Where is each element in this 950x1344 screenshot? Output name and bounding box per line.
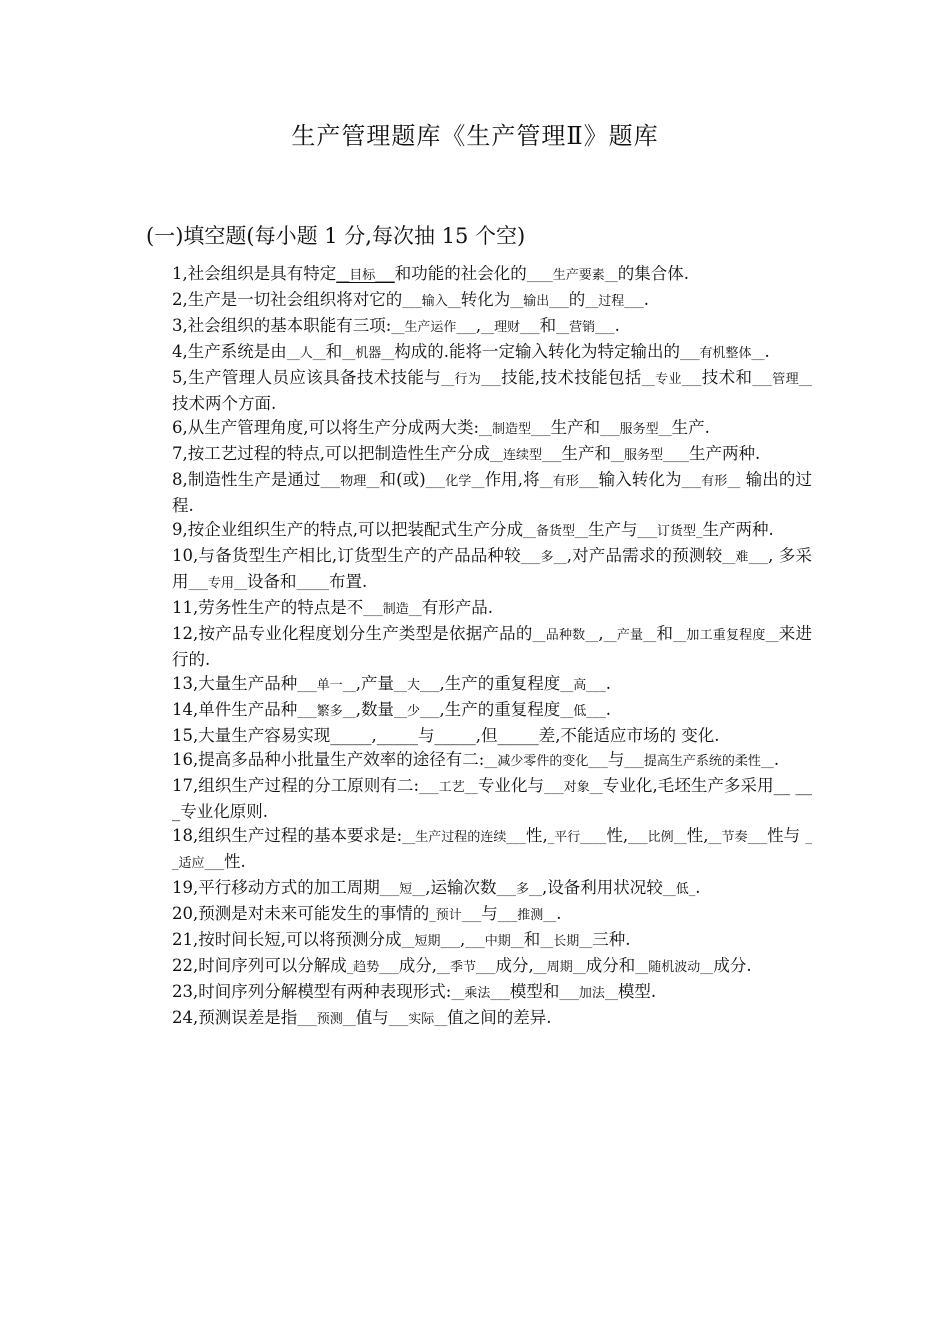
answer-blank: __周期__ [533, 960, 586, 975]
answer-blank: ___多__ [496, 882, 543, 897]
answer-blank: ___化学__ [425, 474, 485, 489]
question-text: 成分, [398, 956, 438, 975]
question-text: 11,劳务性生产的特点是不 [172, 598, 364, 617]
answer-blank: ____生产要素__ [526, 268, 618, 283]
question-text: 17,组织生产过程的分工原则有二: [172, 776, 420, 795]
answer-blank: __难___ [722, 550, 769, 565]
question-text: 20,预测是对未来可能发生的事情的 [172, 904, 430, 923]
answer-blank: ___输入__ [402, 294, 461, 309]
question-item [172, 442, 812, 468]
answer-blank: __季节___ [437, 960, 496, 975]
answer-blank: _____ [296, 576, 330, 591]
question-text: 6,从生产管理角度,可以将生产分成两大类: [172, 418, 480, 437]
answer-blank: __适应___ [172, 830, 812, 871]
answer-blank: ___制造__ [363, 602, 422, 617]
question-text: 5,生产管理人员应该具备技术技能与 [172, 368, 442, 387]
question-text: 专业化与 [477, 776, 545, 795]
question-text: ,生产的重复程度 [439, 674, 561, 693]
question-text: 15,大量生产容易实现_____,_____与_____,但_____差,不能适应市场的 变化. [172, 726, 720, 745]
question-text: , [598, 624, 604, 643]
question-text: . [605, 674, 612, 693]
answer-blank: __高___ [560, 678, 606, 693]
question-text: 4,生产系统是由 [172, 342, 287, 361]
answer-blank: __目标___ [336, 268, 395, 283]
question-text: , [460, 930, 466, 949]
answer-blank: __生产运作___ [391, 320, 476, 335]
answer-blank: ___预测__ [297, 1012, 356, 1027]
answer-blank: _预计___ [429, 908, 482, 923]
question-item [172, 518, 812, 544]
answer-blank: ___物理__ [320, 474, 380, 489]
answer-blank: ___对象__ [544, 780, 603, 795]
question-text: 14,单件生产品种 [172, 700, 298, 719]
question-text: 作用,将 [484, 470, 540, 489]
question-text: ,设备利用状况较 [542, 878, 663, 897]
question-text: . [695, 878, 701, 897]
question-text: 7,按工艺过程的特点,可以把制造性生产分成 [172, 444, 490, 463]
question-text: 10,与备货型生产相比,订货型生产的产品品种较 [172, 546, 521, 565]
question-text: 成分和 [585, 956, 636, 975]
answer-blank: __输出___ [510, 294, 569, 309]
question-item [172, 622, 812, 672]
question-text: ,对产品需求的预测较 [566, 546, 723, 565]
question-item [172, 468, 812, 518]
question-text: 性, [525, 826, 548, 845]
question-item [172, 366, 812, 416]
answer-blank: ___提高生产系统的柔性__ [624, 754, 774, 769]
question-list [172, 262, 812, 1032]
section-title: (一)填空题(每小题 1 分,每次抽 15 个空) [146, 224, 526, 248]
question-text: 转化为 [460, 290, 511, 309]
question-text: 的 [568, 290, 586, 309]
answer-blank: __节奏___ [708, 830, 768, 845]
answer-blank: ___推测__ [497, 908, 557, 923]
question-text: 12,按产品专业化程度划分生产类型是依据产品的 [172, 624, 533, 643]
question-text: 16,提高多品种小批量生产效率的途径有二: [172, 750, 485, 769]
answer-blank: __理财___ [481, 320, 540, 335]
answer-blank: ___有机整体__ [680, 346, 765, 361]
question-item [172, 262, 812, 288]
question-text: 生产两种. [689, 444, 761, 463]
answer-blank: __机器__ [342, 346, 395, 361]
answer-blank: ___繁多__ [297, 704, 356, 719]
question-text: 生产和 [561, 444, 612, 463]
question-text: 技能,技术技能包括 [500, 368, 642, 387]
question-text: 性, [686, 826, 709, 845]
question-text: 22,时间序列可以分解成 [172, 956, 347, 975]
question-item [172, 980, 812, 1006]
document-title: 生产管理题库《生产管理Ⅱ》题库 [291, 122, 659, 150]
answer-blank: ___管理__ [752, 372, 812, 387]
question-text: 技术和 [701, 368, 753, 387]
answer-blank: ___单一__ [297, 678, 356, 693]
question-text: 和功能的社会化的 [394, 264, 527, 283]
question-text: 和 [539, 316, 557, 335]
question-text: , [475, 316, 482, 335]
question-text: ,产量 [355, 674, 395, 693]
question-text: 布置. [329, 572, 368, 591]
question-text: 输出的过程. [172, 470, 813, 515]
question-text: . [605, 700, 612, 719]
question-text: 技术两个方面. [172, 394, 277, 413]
answer-blank: __少___ [394, 704, 440, 719]
answer-blank: __大___ [394, 678, 440, 693]
question-item [172, 698, 812, 724]
question-text: 的集合体. [617, 264, 690, 283]
question-text: 生产两种. [702, 520, 774, 539]
question-text: 专业化,毛坯生产多采用__ ___专业化原则. [172, 776, 812, 821]
question-text: 和 [656, 624, 674, 643]
question-text: , 多采用 [172, 546, 812, 591]
question-text: 3,社会组织的基本职能有三项: [172, 316, 392, 335]
question-text: 模型和 [509, 982, 560, 1001]
question-item [172, 724, 812, 748]
question-text: 成分. [713, 956, 752, 975]
answer-blank: ___比例__ [628, 830, 687, 845]
question-item [172, 774, 812, 824]
question-text: 来进行的. [172, 624, 813, 669]
question-item [172, 954, 812, 980]
answer-blank: ___服务型__ [600, 422, 672, 437]
answer-blank: ___中期__ [465, 934, 524, 949]
answer-blank: __产量__ [603, 628, 657, 643]
question-text: . [614, 316, 620, 335]
answer-blank: _平行____ [547, 830, 607, 845]
answer-blank: __加工重复程度__ [673, 628, 779, 643]
question-item [172, 902, 812, 928]
question-text: 性与 [767, 826, 806, 845]
question-item [172, 416, 812, 442]
question-text: 与 [607, 750, 625, 769]
answer-blank: __长期__ [540, 934, 593, 949]
question-text: ,生产的重复程度 [439, 700, 561, 719]
answer-blank: __制造型___ [479, 422, 551, 437]
answer-blank: __减少零件的变化___ [484, 754, 608, 769]
question-text: 模型. [617, 982, 657, 1001]
question-text: 24,预测误差是指 [172, 1008, 298, 1027]
question-text: 和 [325, 342, 343, 361]
question-item [172, 672, 812, 698]
answer-blank: __随机波动__ [635, 960, 714, 975]
answer-blank: __服务型____ [611, 448, 690, 463]
question-text: 和(或) [379, 470, 426, 489]
answer-blank: __生产过程的连续___ [402, 830, 526, 845]
answer-blank: ___订货型_ [637, 524, 703, 539]
question-item [172, 824, 812, 876]
answer-blank: __乘法___ [451, 986, 510, 1001]
question-text: 输入转化为 [598, 470, 682, 489]
answer-blank: ___有形__ [681, 474, 741, 489]
question-text: 2,生产是一切社会组织将对它的 [172, 290, 403, 309]
question-text: ,数量 [355, 700, 395, 719]
answer-blank: ___加法__ [559, 986, 618, 1001]
answer-blank: __低_ [662, 882, 696, 897]
answer-blank: ___专用__ [188, 576, 248, 591]
question-text: 构成的.能将一定输入转化为特定输出的 [394, 342, 681, 361]
question-text: . [773, 750, 780, 769]
answer-blank: __营销___ [556, 320, 615, 335]
question-text: ,运输次数 [425, 878, 497, 897]
answer-blank: ___多__ [520, 550, 567, 565]
question-text: 9,按企业组织生产的特点,可以把装配式生产分成 [172, 520, 523, 539]
answer-blank: __专业___ [641, 372, 702, 387]
question-text: 和 [523, 930, 541, 949]
question-item [172, 340, 812, 366]
question-text: 值之间的差异. [447, 1008, 552, 1027]
question-text: 性. [224, 852, 246, 871]
question-text: 性, [606, 826, 629, 845]
question-item [172, 928, 812, 954]
answer-blank: ___实际__ [388, 1012, 448, 1027]
answer-blank: __行为___ [441, 372, 501, 387]
answer-blank: ___工艺__ [419, 780, 478, 795]
answer-blank: _趋势___ [346, 960, 399, 975]
question-text: 18,组织生产过程的基本要求是: [172, 826, 403, 845]
answer-blank: __品种数__ [532, 628, 599, 643]
question-item [172, 288, 812, 314]
question-text: . [643, 290, 650, 309]
answer-blank: __过程___ [585, 294, 644, 309]
answer-blank: ___短__ [379, 882, 426, 897]
question-text: 23,时间序列分解模型有两种表现形式: [172, 982, 452, 1001]
question-text: 13,大量生产品种 [172, 674, 298, 693]
question-text: 19,平行移动方式的加工周期 [172, 878, 380, 897]
question-text: 设备和 [247, 572, 297, 591]
question-item [172, 876, 812, 902]
question-text: 21,按时间长短,可以将预测分成 [172, 930, 402, 949]
question-text: 与 [481, 904, 498, 923]
question-text: 生产和 [550, 418, 601, 437]
question-text: . [764, 342, 770, 361]
question-text: 1,社会组织是具有特定 [172, 264, 337, 283]
question-text: 值与 [355, 1008, 389, 1027]
answer-blank: __有形___ [539, 474, 599, 489]
answer-blank: __连续型___ [490, 448, 562, 463]
answer-blank: __备货型__ [523, 524, 589, 539]
question-item [172, 1006, 812, 1032]
question-text: 生产与 [588, 520, 638, 539]
question-text: 8,制造性生产是通过 [172, 470, 321, 489]
question-text: 三种. [592, 930, 631, 949]
answer-blank: __短期___ [401, 934, 461, 949]
question-item [172, 748, 812, 774]
answer-blank: __低___ [560, 704, 606, 719]
question-text: 有形产品. [421, 598, 494, 617]
question-item [172, 544, 812, 596]
answer-blank: __人__ [286, 346, 326, 361]
question-text: 生产. [671, 418, 710, 437]
question-text: 成分, [495, 956, 534, 975]
question-text: . [556, 904, 562, 923]
question-item [172, 596, 812, 622]
question-item [172, 314, 812, 340]
